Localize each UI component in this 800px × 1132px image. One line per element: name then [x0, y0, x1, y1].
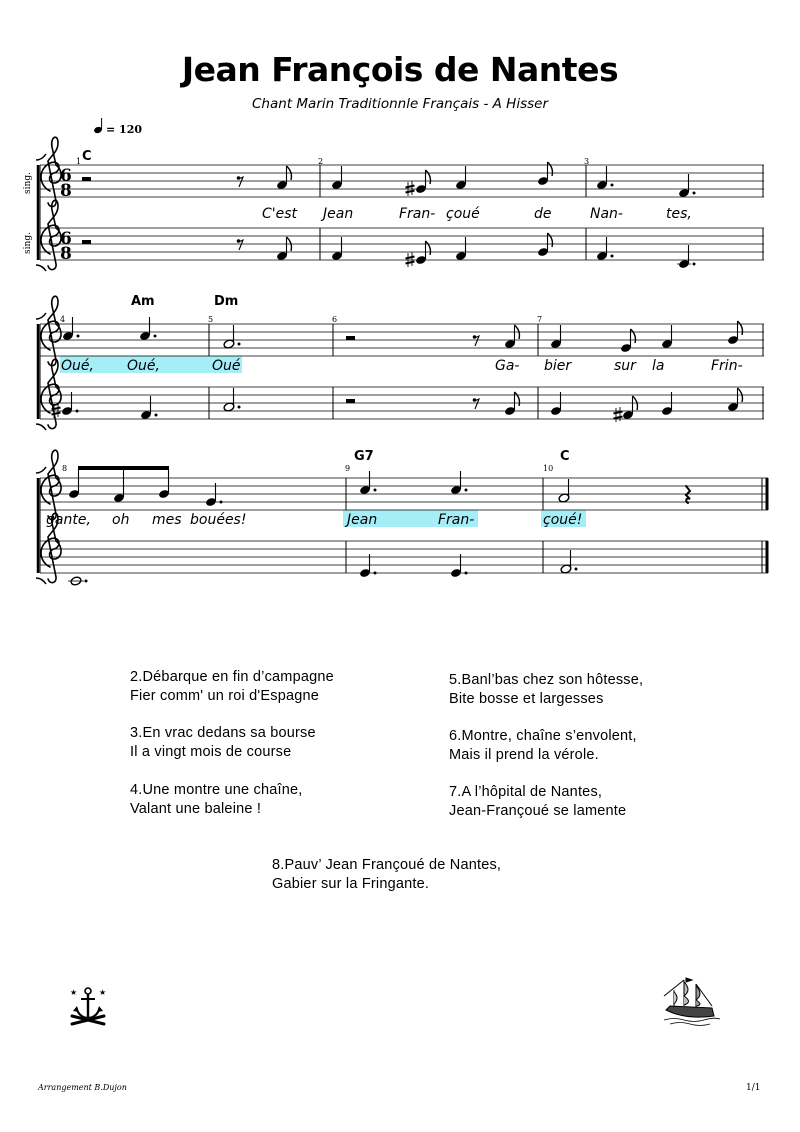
- svg-text:çoué!: çoué!: [543, 512, 583, 528]
- svg-text:★: ★: [70, 988, 78, 997]
- svg-text:Oué: Oué: [212, 358, 241, 374]
- measure-number: 9: [345, 464, 351, 473]
- measure-number: 10: [543, 464, 554, 473]
- measure-number: 7: [537, 315, 543, 324]
- svg-text:Fran-: Fran-: [399, 206, 436, 222]
- svg-text:Nan-: Nan-: [590, 206, 623, 222]
- page-number: 1/1: [746, 1083, 761, 1093]
- time-signature: [60, 166, 72, 264]
- svg-text:bouées!: bouées!: [190, 512, 247, 528]
- svg-text:8: 8: [60, 181, 72, 201]
- instrument-label: sing.: [23, 172, 33, 194]
- quarter-note-icon: [93, 118, 103, 134]
- song-subtitle: Chant Marin Traditionnle Français - A Hisser: [252, 96, 548, 112]
- chord-symbol: C: [560, 449, 570, 464]
- sailing-ship-icon: [664, 978, 720, 1026]
- verse-5: 5.Banl’bas chez son hôtesse, Bite bosse et largesses: [449, 672, 644, 707]
- svg-text:çoué: çoué: [446, 206, 480, 222]
- svg-text:★: ★: [99, 988, 107, 997]
- svg-text:C'est: C'est: [262, 206, 298, 222]
- anchor-logo-icon: [70, 988, 106, 1024]
- chord-symbol: Dm: [214, 294, 239, 309]
- svg-text:Ga-: Ga-: [495, 358, 520, 374]
- svg-text:6: 6: [60, 166, 72, 186]
- svg-text:Jean: Jean: [323, 206, 354, 222]
- verse-4: 4.Une montre une chaîne, Valant une baleine !: [130, 782, 303, 817]
- svg-text:8: 8: [60, 244, 72, 264]
- svg-text:la: la: [652, 358, 665, 374]
- verse-3: 3.En vrac dedans sa bourse Il a vingt mois de course: [130, 725, 316, 760]
- svg-text:6: 6: [60, 229, 72, 249]
- instrument-label: sing.: [23, 232, 33, 254]
- svg-text:Frin-: Frin-: [711, 358, 743, 374]
- svg-text:bier: bier: [544, 358, 572, 374]
- measure-number: 4: [60, 315, 66, 324]
- chord-symbol: C: [82, 149, 92, 164]
- measure-number: 3: [584, 157, 590, 166]
- verse-2: 2.Débarque en fin d’campagne Fier comm' un roi d'Espagne: [130, 669, 334, 704]
- lyrics-line-1: [262, 206, 692, 222]
- verse-6: 6.Montre, chaîne s’envolent, Mais il prend la vérole.: [449, 728, 637, 763]
- svg-text:mes: mes: [152, 512, 182, 528]
- svg-text:Jean: Jean: [347, 512, 378, 528]
- song-title: Jean François de Nantes: [181, 50, 619, 89]
- second-voice-notes: [82, 233, 696, 269]
- svg-text:Oué,: Oué,: [61, 358, 94, 374]
- second-voice-notes: [68, 550, 578, 586]
- svg-text:oh: oh: [112, 512, 130, 528]
- treble-clef-icon: [41, 359, 61, 428]
- system-3: [36, 449, 768, 586]
- melody-notes: [68, 466, 690, 507]
- svg-text:gante,: gante,: [46, 512, 91, 528]
- measure-number: 8: [62, 464, 68, 473]
- second-voice-notes: [52, 388, 743, 422]
- svg-text:tes,: tes,: [666, 206, 692, 222]
- tempo-marking: [93, 118, 142, 136]
- measure-number: 6: [332, 315, 338, 324]
- svg-text:Fran-: Fran-: [438, 512, 475, 528]
- arranger-credit: Arrangement B.Dujon: [38, 1083, 127, 1092]
- chord-symbol: Am: [131, 294, 155, 309]
- chord-symbol: G7: [354, 449, 374, 464]
- system-2: [36, 294, 764, 430]
- treble-clef-icon: [41, 137, 61, 206]
- measure-number: 5: [208, 315, 214, 324]
- measure-number: 1: [76, 157, 82, 166]
- svg-text:Oué,: Oué,: [127, 358, 160, 374]
- melody-notes: [82, 162, 696, 198]
- treble-clef-icon: [41, 450, 61, 519]
- verse-7: 7.A l’hôpital de Nantes, Jean-Françoué se lamente: [449, 784, 627, 819]
- treble-clef-icon: [41, 200, 61, 269]
- lyrics-line-3: [46, 512, 582, 528]
- treble-clef-icon: [41, 296, 61, 365]
- svg-text:sur: sur: [614, 358, 636, 374]
- verse-8: 8.Pauv’ Jean Françoué de Nantes, Gabier sur la Fringante.: [272, 857, 502, 892]
- tempo-label: = 120: [106, 123, 143, 136]
- svg-text:de: de: [534, 206, 552, 222]
- measure-number: 2: [318, 157, 324, 166]
- system-1: [23, 137, 764, 271]
